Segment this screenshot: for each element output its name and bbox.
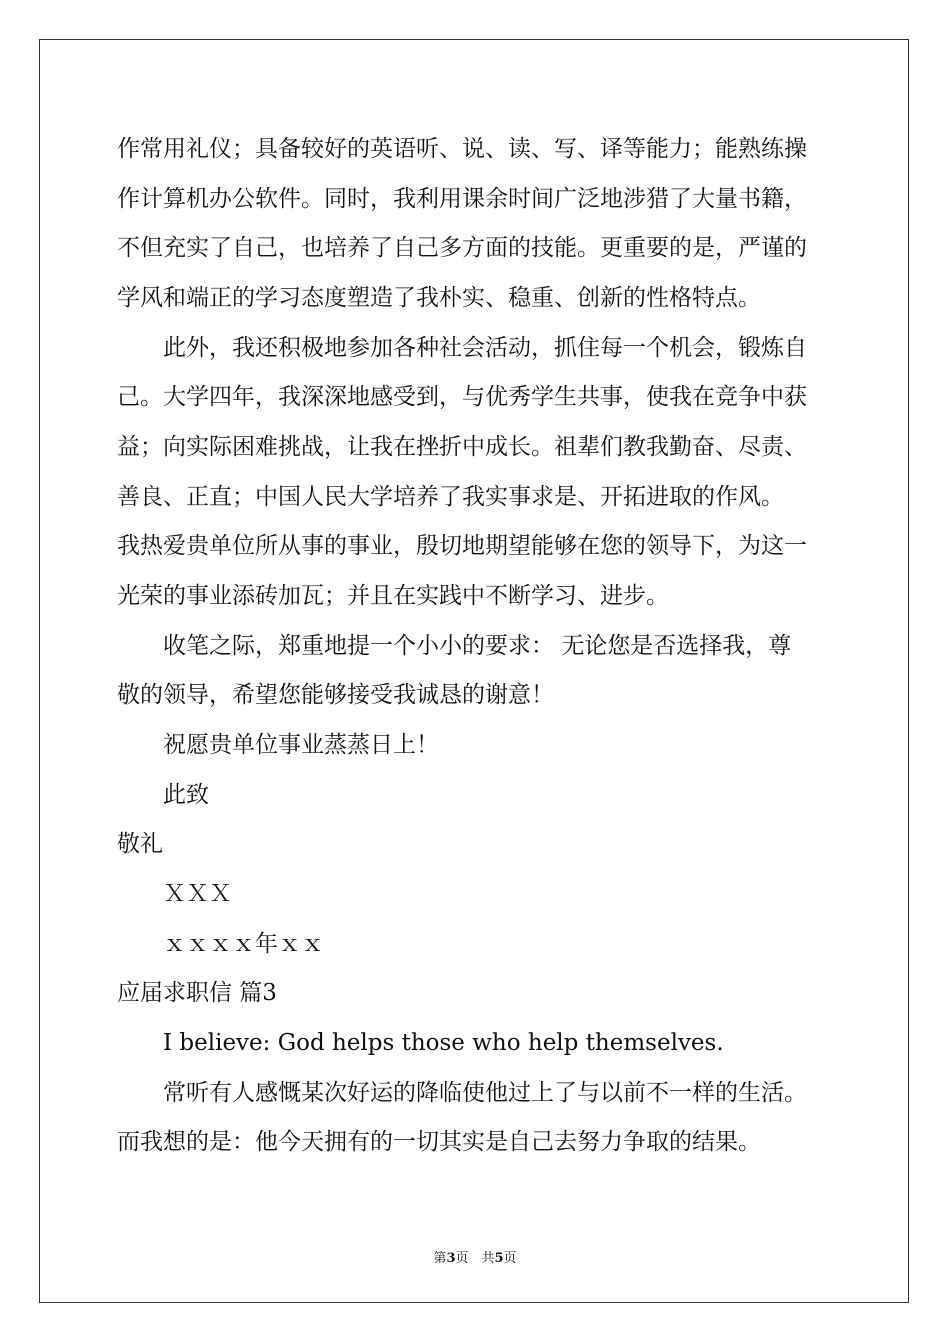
- text-line: 常听有人感慨某次好运的降临使他过上了与以前不一样的生活。: [117, 1080, 807, 1106]
- total-pages-number: 5: [494, 1251, 504, 1266]
- text-line: ＸＸＸ: [117, 881, 232, 907]
- text-line: 此外，我还积极地参加各种社会活动，抓住每一个机会，锻炼自: [117, 335, 807, 361]
- text-line: 己。大学四年，我深深地感受到，与优秀学生共事，使我在竞争中获: [117, 384, 807, 410]
- page-border: [39, 39, 909, 1303]
- text-line: 此致: [117, 782, 209, 808]
- text-line: 光荣的事业添砖加瓦；并且在实践中不断学习、进步。: [117, 583, 669, 609]
- text-line: 学风和端正的学习态度塑造了我朴实、稳重、创新的性格特点。: [117, 285, 761, 311]
- text-line: 作计算机办公软件。同时，我利用课余时间广泛地涉猎了大量书籍，: [117, 186, 807, 212]
- text-line: 收笔之际，郑重地提一个小小的要求： 无论您是否选择我，尊: [117, 633, 792, 659]
- section-heading: 应届求职信 篇3: [117, 980, 277, 1006]
- footer-suffix: 页: [503, 1251, 517, 1266]
- footer-prefix: 第: [433, 1251, 447, 1266]
- text-line: 我热爱贵单位所从事的事业，殷切地期望能够在您的领导下，为这一: [117, 533, 807, 559]
- text-line: 不但充实了自己，也培养了自己多方面的技能。更重要的是，严谨的: [117, 235, 807, 261]
- current-page-number: 3: [446, 1251, 456, 1266]
- text-line: 善良、正直；中国人民大学培养了我实事求是、开拓进取的作风。: [117, 484, 784, 510]
- text-line: 而我想的是：他今天拥有的一切其实是自己去努力争取的结果。: [117, 1129, 761, 1155]
- page-footer: [0, 1247, 950, 1266]
- text-line: 敬的领导，希望您能够接受我诚恳的谢意！: [117, 682, 554, 708]
- text-line: 祝愿贵单位事业蒸蒸日上！: [117, 732, 439, 758]
- text-line: 益；向实际困难挑战，让我在挫折中成长。祖辈们教我勤奋、尽责、: [117, 434, 807, 460]
- text-line: I believe: God helps those who help themselves.: [117, 1030, 724, 1056]
- text-line: ｘｘｘｘ年ｘｘ: [117, 931, 324, 957]
- text-line: 作常用礼仪；具备较好的英语听、说、读、写、译等能力；能熟练操: [117, 136, 807, 162]
- footer-middle: 页 共: [455, 1251, 495, 1266]
- text-line: 敬礼: [117, 831, 163, 857]
